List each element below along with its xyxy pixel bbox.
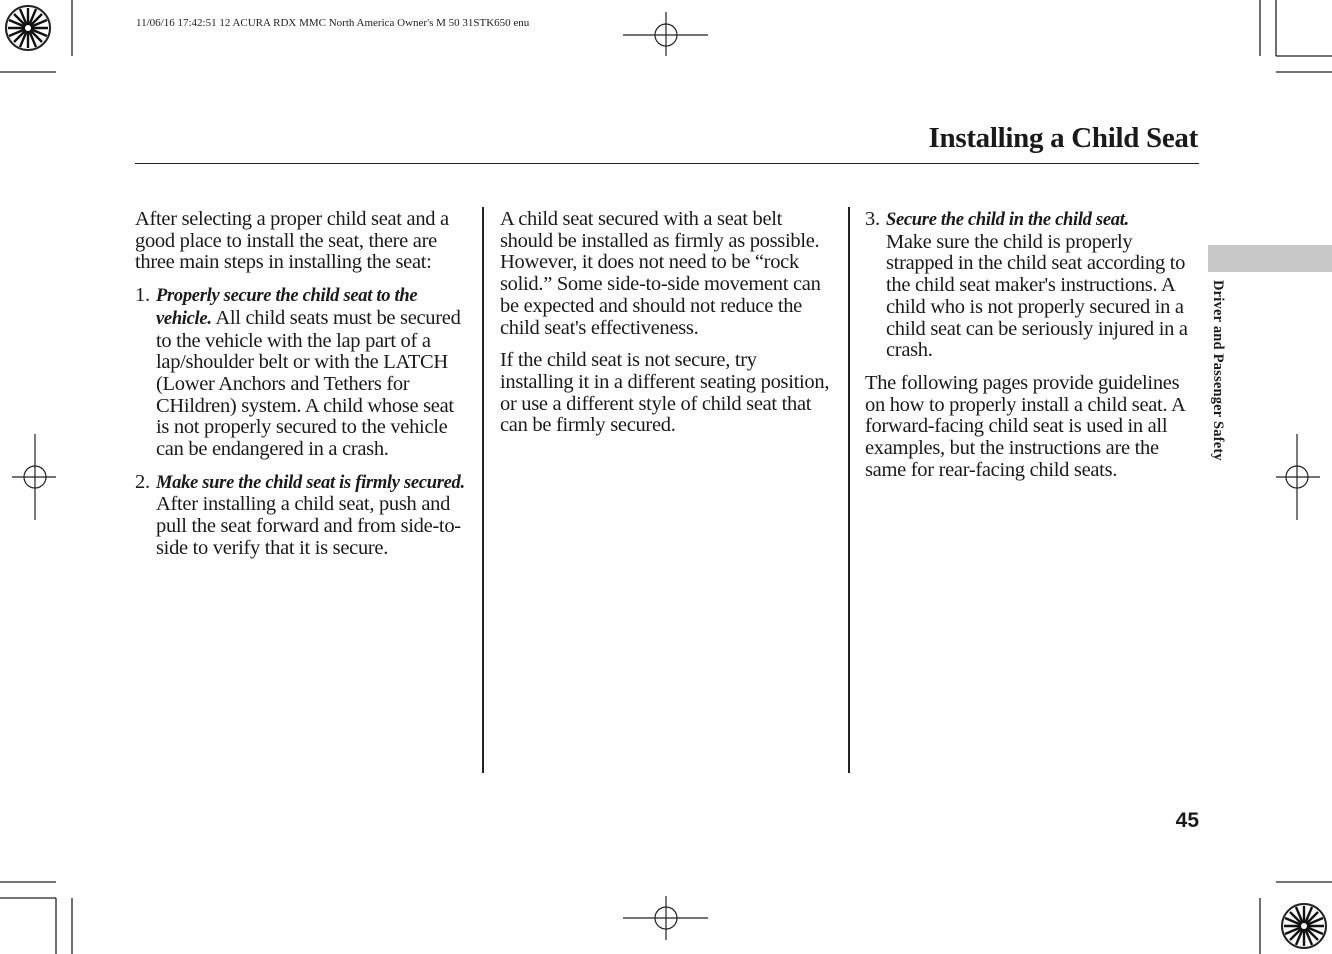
intro-paragraph: After selecting a proper child seat and a good place to install the seat, there are three main steps in installing the seat: bbox=[135, 208, 449, 274]
step-number: 2. bbox=[135, 470, 150, 493]
step-number: 1. bbox=[135, 284, 150, 307]
column-1 bbox=[135, 209, 470, 571]
paragraph: A child seat secured with a seat belt should be installed as firmly as possible. However, it does not need to be “rock solid.” Some side-to-side movement can be expected and should not reduce the child seat's effectiveness. bbox=[500, 208, 821, 339]
step-body: All child seats must be secured to the vehicle with the lap part of a lap/shoulder belt or with the LATCH (Lower Anchors and Tethers for CHildren) system. A child whose seat is not properly secured to the vehicle can be endangered in a crash. bbox=[156, 306, 461, 461]
step-2 bbox=[135, 472, 470, 560]
title-rule bbox=[135, 163, 1199, 164]
column-3 bbox=[865, 209, 1201, 492]
section-label: Driver and Passenger Safety bbox=[1210, 280, 1226, 461]
column-2 bbox=[500, 209, 832, 448]
step-number: 3. bbox=[865, 208, 880, 230]
column-divider bbox=[848, 207, 850, 773]
step-lead: Make sure the child seat is firmly secured. bbox=[156, 472, 465, 493]
step-body: After installing a child seat, push and pull the seat forward and from side-to-side to verify that it is secure. bbox=[156, 493, 461, 559]
page-number: 45 bbox=[1175, 809, 1199, 832]
step-1 bbox=[135, 285, 470, 461]
step-lead: Secure the child in the child seat. bbox=[886, 210, 1129, 230]
step-3 bbox=[865, 209, 1201, 362]
print-info: 11/06/16 17:42:51 12 ACURA RDX MMC North America Owner's M 50 31STK650 enu bbox=[136, 17, 530, 29]
step-lead: Properly secure the child seat to the vehicle. bbox=[156, 286, 418, 329]
paragraph: The following pages provide guidelines on how to properly install a child seat. A forward-facing child seat is used in all examples, but the instructions are the same for rear-facing child seats. bbox=[865, 371, 1185, 481]
step-body: Make sure the child is properly strapped in the child seat according to the child seat maker's instructions. A child who is not properly secured in a child seat can be seriously injured in a crash. bbox=[886, 230, 1188, 362]
section-tab bbox=[1208, 245, 1332, 272]
paragraph: If the child seat is not secure, try installing it in a different seating position, or use a different style of child seat that can be firmly secured. bbox=[500, 349, 830, 437]
column-divider bbox=[482, 207, 484, 773]
page-title: Installing a Child Seat bbox=[928, 122, 1198, 154]
